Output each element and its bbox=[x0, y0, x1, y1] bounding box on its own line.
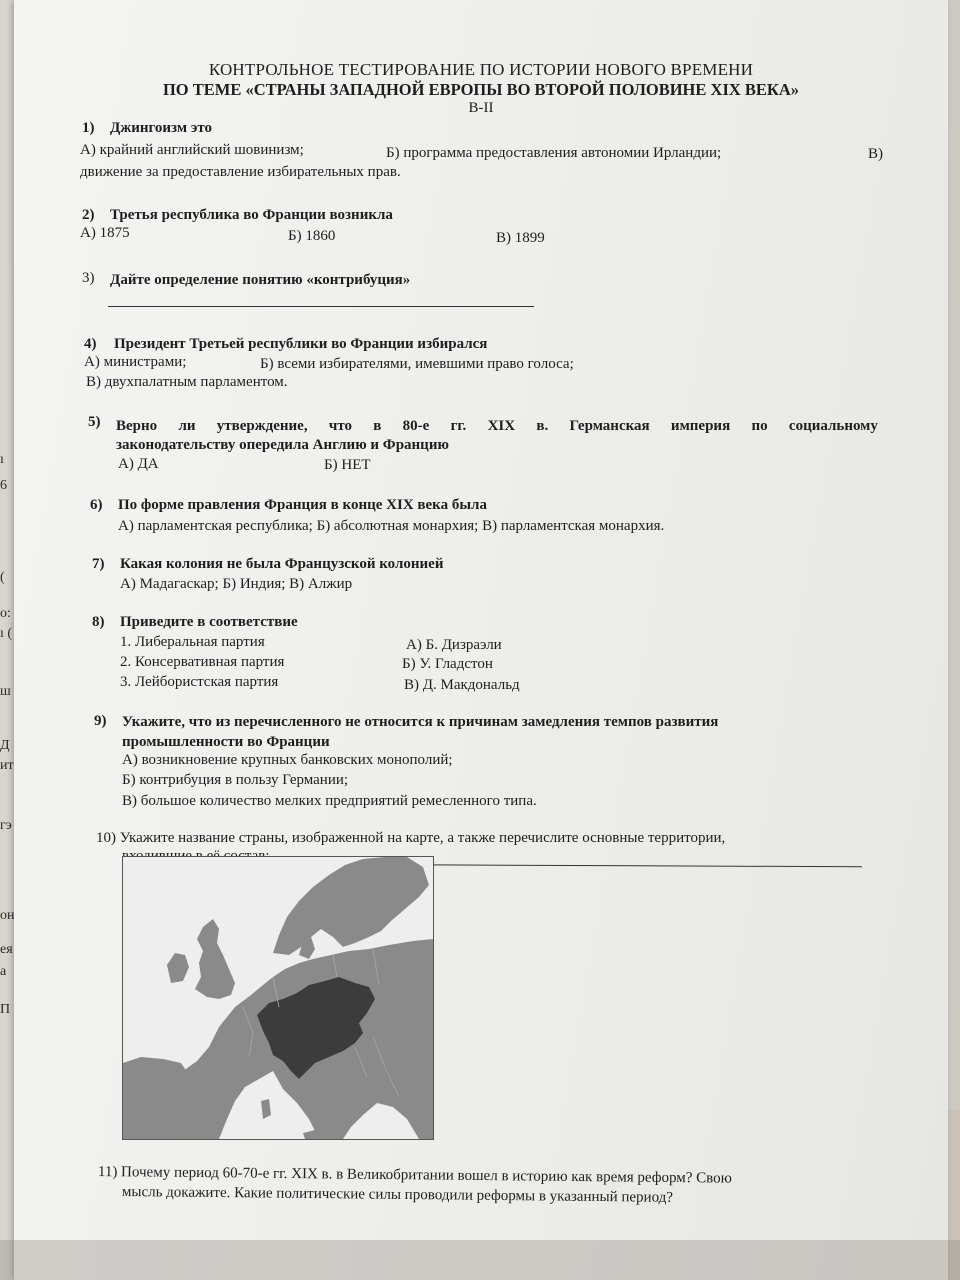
title-word: в bbox=[373, 418, 382, 434]
match-left-item: 2. Консервативная партия bbox=[120, 654, 285, 670]
edge-fragment: ея bbox=[0, 942, 13, 957]
question-6-number: 6) bbox=[90, 497, 103, 513]
question-11-text: 11) Почему период 60-70-е гг. XIX в. в Великобритании вошел в историю как время реформ? Свою bbox=[97, 1164, 732, 1187]
test-sheet bbox=[14, 0, 948, 1280]
question-9-option-a: А) возникновение крупных банковских монополий; bbox=[122, 752, 453, 768]
question-4-option-a: А) министрами; bbox=[84, 354, 187, 370]
question-6-options: А) парламентская республика; Б) абсолютная монархия; В) парламентская монархия. bbox=[118, 518, 665, 534]
test-title: КОНТРОЛЬНОЕ ТЕСТИРОВАНИЕ ПО ИСТОРИИ НОВОГО ВРЕМЕНИ bbox=[208, 60, 754, 79]
question-9-number: 9) bbox=[94, 713, 107, 729]
edge-fragment: ı ( bbox=[0, 626, 13, 641]
edge-fragment: o: bbox=[0, 606, 11, 621]
title-word: Германская bbox=[569, 418, 650, 434]
title-word: 80-е bbox=[402, 418, 430, 434]
question-5-number: 5) bbox=[88, 414, 101, 430]
question-4-number: 4) bbox=[84, 336, 97, 352]
question-8-number: 8) bbox=[92, 614, 105, 630]
title-word: по bbox=[751, 418, 768, 434]
title-word: в. bbox=[536, 418, 549, 434]
question-1-number: 1) bbox=[82, 120, 95, 136]
title-word: Верно bbox=[116, 418, 158, 434]
question-2-option-a: А) 1875 bbox=[80, 225, 130, 241]
ireland-land bbox=[167, 953, 189, 983]
photo-shadow bbox=[0, 1240, 960, 1280]
title-word: социальному bbox=[788, 418, 878, 434]
scandinavia-land bbox=[273, 857, 429, 955]
title-word: что bbox=[328, 418, 352, 434]
match-right-item: Б) У. Гладстон bbox=[402, 656, 493, 672]
question-9-title: Укажите, что из перечисленного не относится к причинам замедления темпов развития bbox=[122, 714, 719, 730]
question-2-option-b: Б) 1860 bbox=[288, 228, 336, 244]
question-7-title: Какая колония не была Французской колонией bbox=[120, 556, 444, 572]
edge-fragment: ( bbox=[0, 570, 5, 585]
question-2-number: 2) bbox=[82, 207, 95, 223]
question-5-title bbox=[116, 418, 878, 435]
britain-land bbox=[195, 919, 235, 999]
question-2-option-c: В) 1899 bbox=[496, 230, 545, 246]
sardinia-land bbox=[261, 1099, 271, 1119]
map-drawing bbox=[123, 857, 433, 1139]
question-6-title: По форме правления Франция в конце XIX века была bbox=[118, 497, 487, 513]
question-1-option-b: Б) программа предоставления автономии Ирландии; bbox=[386, 145, 722, 161]
question-5-option-b: Б) НЕТ bbox=[324, 457, 371, 473]
question-7-number: 7) bbox=[92, 556, 105, 572]
question-5-option-a: А) ДА bbox=[118, 456, 159, 472]
edge-fragment: а bbox=[0, 964, 7, 979]
question-3-number: 3) bbox=[82, 270, 95, 286]
europe-map bbox=[122, 856, 434, 1140]
title-word: утверждение, bbox=[216, 418, 308, 434]
edge-fragment: ш bbox=[0, 684, 11, 699]
question-4-title: Президент Третьей республики во Франции избирался bbox=[114, 336, 488, 352]
edge-fragment: П bbox=[0, 1002, 11, 1017]
question-8-title: Приведите в соответствие bbox=[120, 614, 298, 630]
match-right-item: В) Д. Макдональд bbox=[404, 677, 520, 693]
question-1-option-c: движение за предоставление избирательных прав. bbox=[80, 164, 401, 180]
question-4-option-b: Б) всеми избирателями, имевшими право голоса; bbox=[260, 356, 574, 372]
question-9-title-line2: промышленности во Франции bbox=[122, 734, 330, 750]
title-word: XIX bbox=[487, 418, 516, 434]
edge-fragment: 6 bbox=[0, 478, 7, 493]
question-2-title: Третья республика во Франции возникла bbox=[110, 207, 393, 223]
match-left-item: 3. Лейбористская партия bbox=[120, 674, 279, 690]
question-10-text: 10) Укажите название страны, изображенной на карте, а также перечислите основные территории, bbox=[96, 830, 726, 846]
edge-fragment: гэ bbox=[0, 818, 12, 833]
question-9-option-c: В) большое количество мелких предприятий ремесленного типа. bbox=[122, 793, 537, 809]
test-topic: ПО ТЕМЕ «СТРАНЫ ЗАПАДНОЙ ЕВРОПЫ ВО ВТОРОЙ ПОЛОВИНЕ XIX ВЕКА» bbox=[162, 80, 800, 99]
question-9-option-b: Б) контрибуция в пользу Германии; bbox=[122, 772, 349, 788]
title-word: гг. bbox=[450, 418, 467, 434]
match-left-item: 1. Либеральная партия bbox=[120, 634, 265, 650]
question-7-options: А) Мадагаскар; Б) Индия; В) Алжир bbox=[120, 576, 353, 592]
question-1-option-c-letter: В) bbox=[868, 146, 883, 162]
question-1-title: Джингоизм это bbox=[110, 120, 212, 136]
question-11-text-line2: мысль докажите. Какие политические силы проводили реформы в указанный период? bbox=[121, 1184, 674, 1206]
title-word: ли bbox=[178, 418, 196, 434]
question-3-title: Дайте определение понятию «контрибуция» bbox=[110, 272, 411, 288]
question-4-option-c: В) двухпалатным парламентом. bbox=[86, 374, 288, 390]
edge-fragment: ит bbox=[0, 758, 14, 773]
title-word: империя bbox=[670, 418, 731, 434]
edge-fragment: Д bbox=[0, 738, 10, 753]
question-1-option-a: А) крайний английский шовинизм; bbox=[80, 142, 304, 158]
question-5-title-line2: законодательству опередила Англию и Францию bbox=[116, 437, 449, 453]
variant-label: В-II bbox=[468, 100, 494, 116]
answer-line[interactable] bbox=[108, 306, 534, 307]
edge-fragment: ı bbox=[0, 452, 4, 467]
edge-fragment: он bbox=[0, 908, 15, 923]
match-right-item: А) Б. Дизраэли bbox=[406, 637, 502, 653]
